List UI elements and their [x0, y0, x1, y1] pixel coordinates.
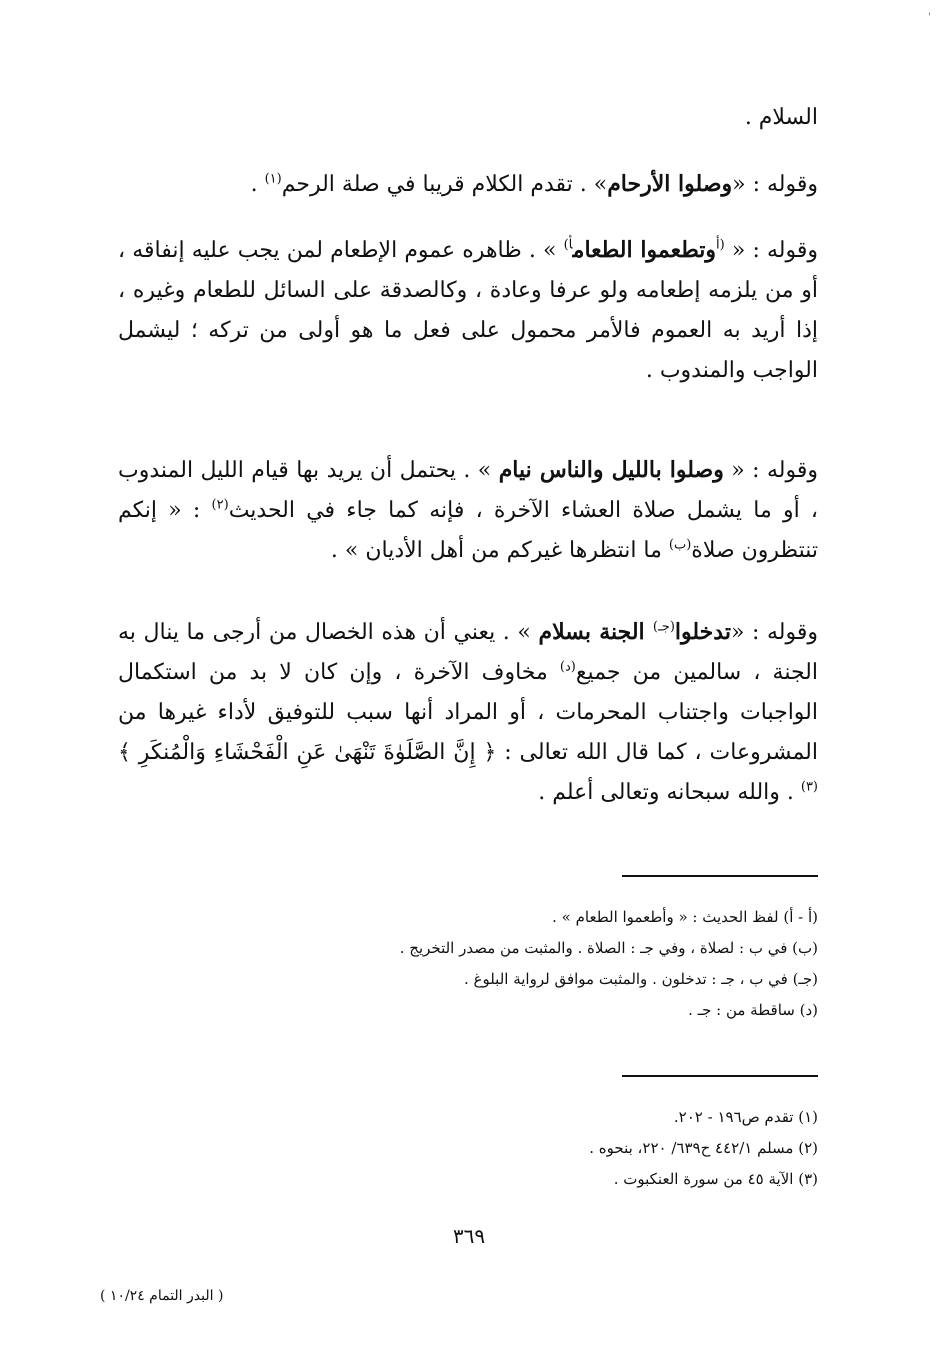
source-note: (٣) الآية ٤٥ من سورة العنكبوت . [613, 1170, 818, 1188]
paragraph-end: . والله سبحانه وتعالى أعلم . [538, 780, 801, 805]
hadith-phrase: وصلوا بالليل والناس نيام [498, 457, 724, 483]
footnote-divider [622, 1075, 818, 1077]
hadith-phrase: وتطعموا الطعام [572, 237, 717, 263]
paragraph-prefix: وقوله : « [723, 458, 818, 483]
variant-note: (أ - أ) لفظ الحديث : « وأطعموا الطعام » . [552, 908, 818, 926]
variant-notes [118, 902, 818, 1026]
quran-verse: ﴿ إِنَّ الصَّلَوٰةَ تَنْهَىٰ عَنِ الْفَحْشَاءِ وَالْمُنكَرِ ﴾ [118, 740, 497, 765]
variant-ref: (أ [716, 237, 725, 253]
footnote-divider [622, 875, 818, 877]
footnote-ref: (٢) [211, 497, 229, 513]
variant-ref: (جـ) [652, 619, 675, 635]
paragraph-end: ما انتظرها غيركم من أهل الأديان » . [330, 538, 669, 563]
variant-note: (جـ) في ب ، جـ : تدخلون . والمثبت موافق لرواية البلوغ . [463, 970, 818, 988]
paragraph-quote: : « إنكم تنتظرون صلاة [118, 498, 818, 563]
scan-mark: ' [928, 12, 931, 23]
paragraph-tail: . [250, 172, 265, 197]
footnote-ref: (١) [264, 171, 282, 187]
variant-note: (د) ساقطة من : جـ . [688, 1001, 818, 1019]
paragraph-prefix: وقوله : « [730, 620, 819, 645]
paragraph-1 [118, 164, 818, 205]
hadith-phrase: تدخلوا [674, 619, 731, 645]
paragraph-body: » . ظاهره عموم الإطعام لمن يجب عليه إنفاقه ، أو من يلزمه إطعامه ولو عرفا وعادة ، وكالصدقة على السائل للطعام وغيره ، إذا أريد به العموم فالأمر محمول على فعل ما هو أولى من تركه ؛ ليشمل الواجب والمندوب . [118, 238, 818, 383]
paragraph-text: السلام . [744, 105, 818, 130]
paragraph-body: » . يعني أن هذه الخصال من أرجى ما ينال به الجنة ، سالمين من جميع [118, 620, 818, 685]
paragraph-prefix: وقوله : « [724, 238, 818, 263]
paragraph-0 [118, 98, 818, 138]
source-note: (١) تقدم ص١٩٦ - ٢٠٢. [673, 1108, 818, 1126]
footnote-ref: (٣) [800, 779, 818, 795]
paragraph-middle: مخاوف الآخرة ، وإن كان لا بد من استكمال الواجبات واجتناب المحرمات ، أو المراد أنها سبب للتوفيق لأداء غيرها من المشروعات ، كما قال الله تعالى : [118, 660, 818, 765]
hadith-phrase: وصلوا الأرحام [607, 171, 733, 197]
paragraph-3 [118, 450, 818, 590]
source-notes [118, 1102, 818, 1195]
paragraph-body: » . يحتمل أن يريد بها قيام الليل المندوب ، أو ما يشمل صلاة العشاء الآخرة ، فإنه كما جاء في الحديث [118, 458, 818, 523]
paragraph-body: » . تقدم الكلام قريبا في صلة الرحم [281, 172, 608, 197]
page-number: ٣٦٩ [452, 1224, 486, 1248]
variant-ref: (د) [559, 659, 576, 675]
hadith-phrase-continued: الجنة بسلام [538, 619, 653, 645]
variant-note: (ب) في ب : لصلاة ، وفي جـ : الصلاة . والمثبت من مصدر التخريج . [399, 939, 818, 957]
running-footer: ( البدر التمام ١٠/٢٤ ) [100, 1288, 224, 1304]
variant-ref: أ) [563, 237, 573, 253]
paragraph-2 [118, 230, 818, 420]
source-note: (٢) مسلم ٤٤٢/١ ح٦٣٩/ ٢٢٠، بنحوه . [589, 1139, 818, 1157]
paragraph-4 [118, 612, 818, 862]
variant-ref: (ب) [668, 537, 692, 553]
paragraph-prefix: وقوله : « [732, 172, 818, 197]
